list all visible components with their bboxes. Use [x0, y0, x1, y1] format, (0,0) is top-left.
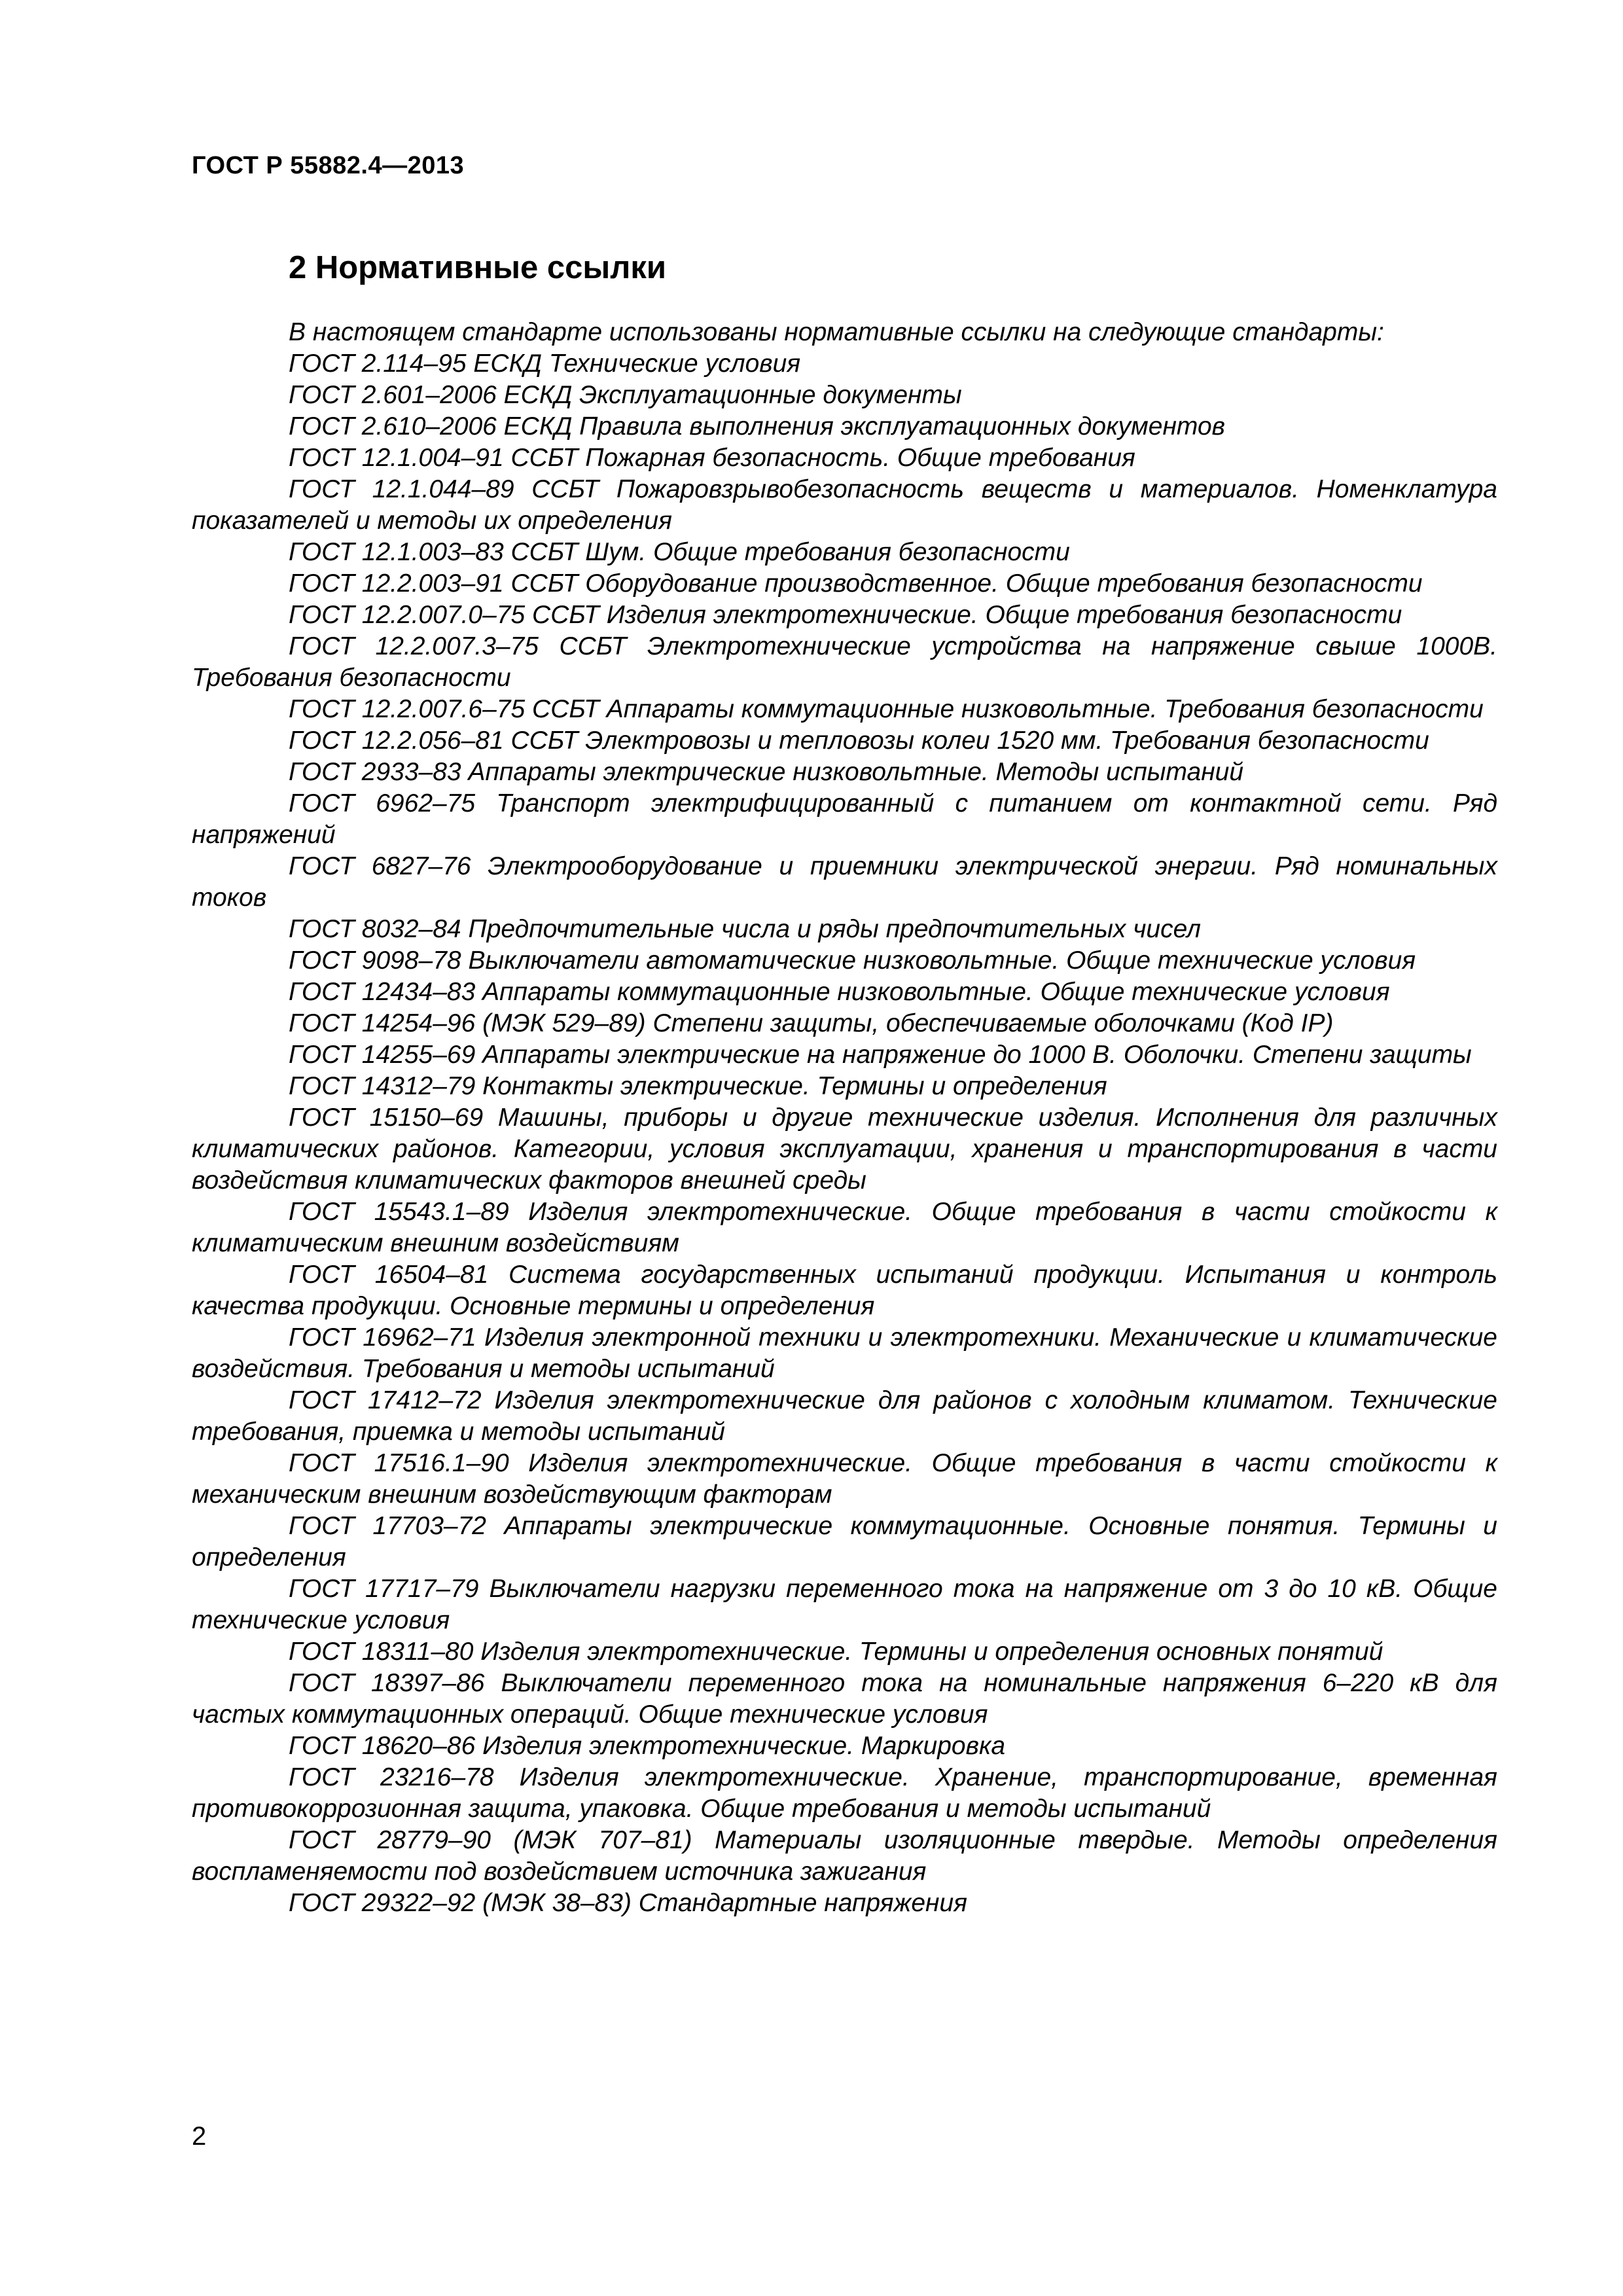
reference-item: ГОСТ 12.2.007.3–75 ССБТ Электротехнические устройства на напряжение свыше 1000В. Требования безопасности — [192, 632, 1497, 692]
reference-item: ГОСТ 28779–90 (МЭК 707–81) Материалы изоляционные твердые. Методы определения воспламеняемости под воздействием источника зажигания — [192, 1826, 1497, 1886]
reference-item: ГОСТ 12434–83 Аппараты коммутационные низковольтные. Общие технические условия — [289, 978, 1390, 1006]
reference-item: ГОСТ 12.2.003–91 ССБТ Оборудование производственное. Общие требования безопасности — [289, 569, 1423, 598]
reference-item: ГОСТ 29322–92 (МЭК 38–83) Стандартные напряжения — [289, 1889, 968, 1917]
reference-item: ГОСТ 2.114–95 ЕСКД Технические условия — [289, 350, 801, 378]
reference-item: ГОСТ 17412–72 Изделия электротехнические для районов с холодным климатом. Технические требования, приемка и методы испытаний — [192, 1386, 1497, 1446]
reference-item: ГОСТ 16504–81 Система государственных испытаний продукции. Испытания и контроль качества продукции. Основные термины и определения — [192, 1261, 1497, 1320]
reference-item: ГОСТ 17516.1–90 Изделия электротехнические. Общие требования в части стойкости к механическим внешним воздействующим факторам — [192, 1449, 1497, 1509]
reference-item: ГОСТ 17703–72 Аппараты электрические коммутационные. Основные понятия. Термины и определения — [192, 1512, 1497, 1571]
reference-item: ГОСТ 17717–79 Выключатели нагрузки переменного тока на напряжение от 3 до 10 кВ. Общие технические условия — [192, 1575, 1497, 1634]
reference-item: ГОСТ 12.1.004–91 ССБТ Пожарная безопасность. Общие требования — [289, 444, 1135, 472]
reference-item: ГОСТ 16962–71 Изделия электронной техники и электротехники. Механические и климатические воздействия. Требования и методы испытаний — [192, 1323, 1497, 1383]
reference-item: ГОСТ 14312–79 Контакты электрические. Термины и определения — [289, 1072, 1107, 1100]
reference-item: ГОСТ 18397–86 Выключатели переменного тока на номинальные напряжения 6–220 кВ для частых коммутационных операций. Общие технические условия — [192, 1669, 1497, 1729]
reference-item: ГОСТ 12.1.003–83 ССБТ Шум. Общие требования безопасности — [289, 538, 1070, 566]
reference-item: ГОСТ 2.610–2006 ЕСКД Правила выполнения эксплуатационных документов — [289, 412, 1226, 440]
reference-item: ГОСТ 15543.1–89 Изделия электротехнические. Общие требования в части стойкости к климатическим внешним воздействиям — [192, 1198, 1497, 1257]
reference-item: ГОСТ 6827–76 Электрооборудование и приемники электрической энергии. Ряд номинальных токов — [192, 852, 1497, 912]
reference-item: ГОСТ 9098–78 Выключатели автоматические низковольтные. Общие технические условия — [289, 946, 1416, 975]
reference-item: ГОСТ 12.2.007.0–75 ССБТ Изделия электротехнические. Общие требования безопасности — [289, 601, 1402, 629]
reference-item: ГОСТ 12.2.007.6–75 ССБТ Аппараты коммутационные низковольтные. Требования безопасности — [289, 695, 1484, 723]
intro-paragraph: В настоящем стандарте использованы нормативные ссылки на следующие стандарты: — [289, 318, 1384, 346]
reference-item: ГОСТ 6962–75 Транспорт электрифицированный с питанием от контактной сети. Ряд напряжений — [192, 789, 1497, 849]
reference-item: ГОСТ 12.1.044–89 ССБТ Пожаровзрывобезопасность веществ и материалов. Номенклатура показателей и методы их определения — [192, 475, 1497, 535]
page-number: 2 — [192, 2122, 207, 2151]
references-list — [192, 317, 1497, 1919]
reference-item: ГОСТ 14255–69 Аппараты электрические на напряжение до 1000 В. Оболочки. Степени защиты — [289, 1041, 1472, 1069]
reference-item: ГОСТ 14254–96 (МЭК 529–89) Степени защиты, обеспечиваемые оболочками (Код IP) — [289, 1009, 1334, 1037]
reference-item: ГОСТ 12.2.056–81 ССБТ Электровозы и тепловозы колеи 1520 мм. Требования безопасности — [289, 726, 1429, 755]
document-header: ГОСТ Р 55882.4—2013 — [192, 152, 465, 179]
reference-item: ГОСТ 15150–69 Машины, приборы и другие технические изделия. Исполнения для различных климатических районов. Категории, условия эксплуатации, хранения и транспортирования в части воздействия климатических факторов внешней среды — [192, 1103, 1497, 1194]
section-title: 2 Нормативные ссылки — [289, 250, 666, 285]
reference-item: ГОСТ 18311–80 Изделия электротехнические. Термины и определения основных понятий — [289, 1638, 1383, 1666]
reference-item: ГОСТ 23216–78 Изделия электротехнические. Хранение, транспортирование, временная противокоррозионная защита, упаковка. Общие требования и методы испытаний — [192, 1763, 1497, 1823]
reference-item: ГОСТ 2.601–2006 ЕСКД Эксплуатационные документы — [289, 381, 962, 409]
reference-item: ГОСТ 8032–84 Предпочтительные числа и ряды предпочтительных чисел — [289, 915, 1202, 943]
reference-item: ГОСТ 2933–83 Аппараты электрические низковольтные. Методы испытаний — [289, 758, 1244, 786]
reference-item: ГОСТ 18620–86 Изделия электротехнические. Маркировка — [289, 1732, 1006, 1760]
